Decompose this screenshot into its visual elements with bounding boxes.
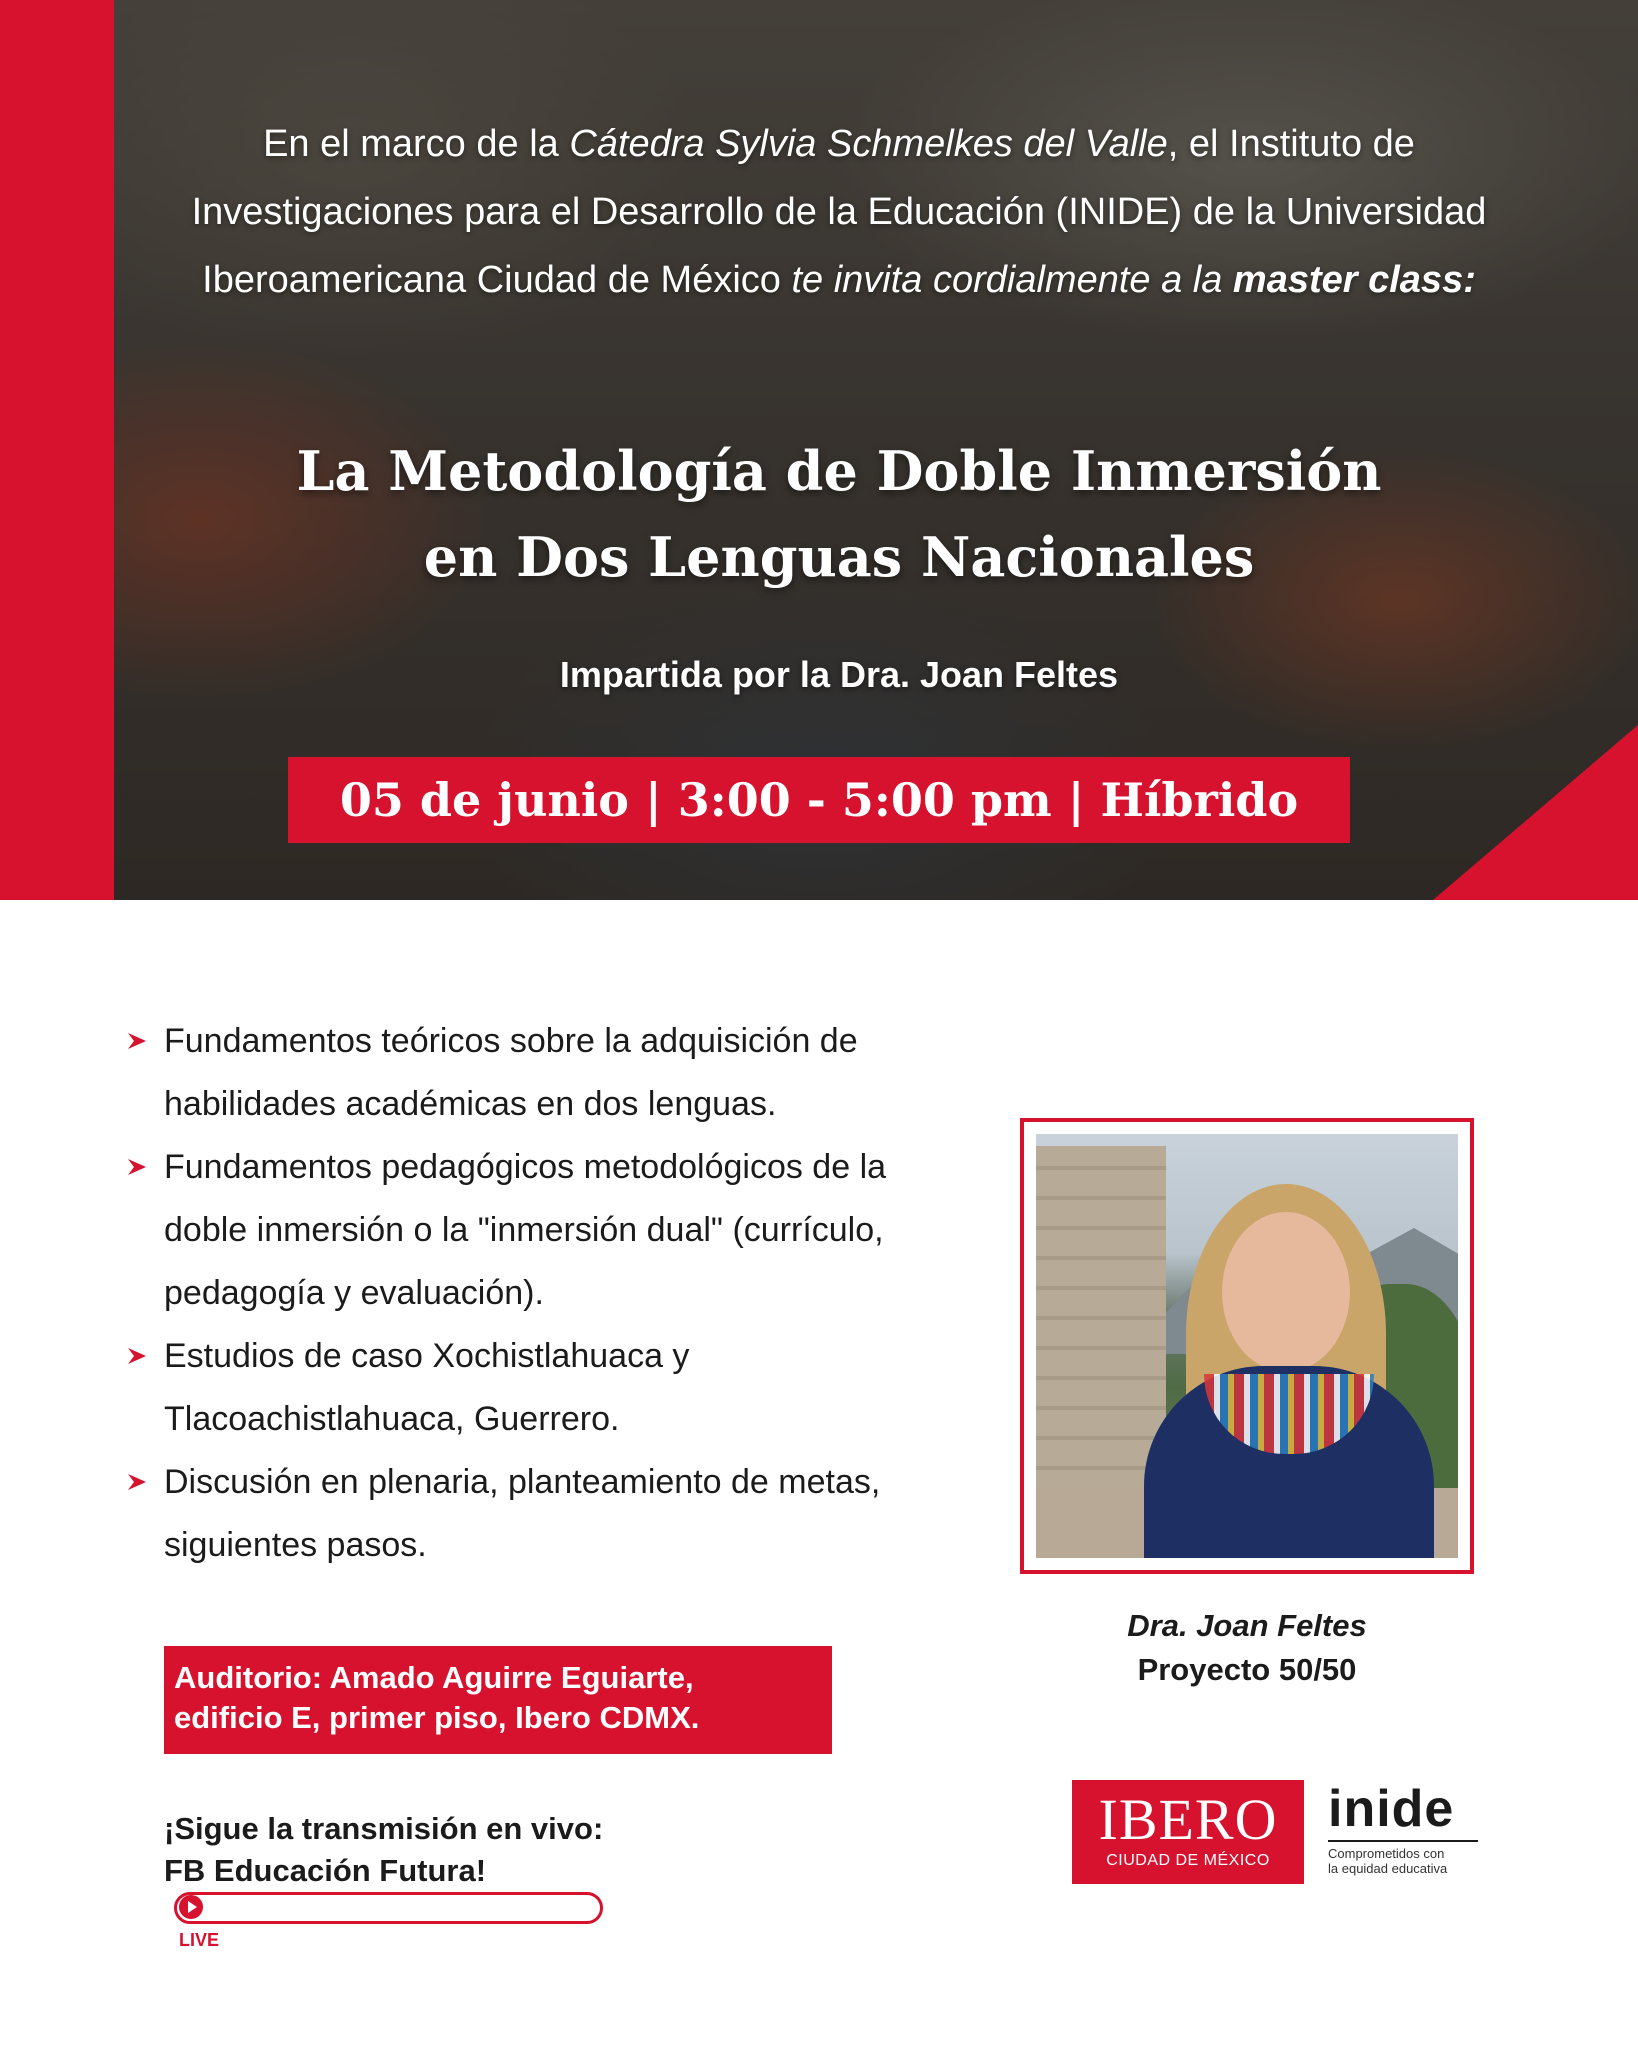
speaker-project: Proyecto 50/50 [1137, 1652, 1357, 1687]
speaker-name: Dra. Joan Feltes [1127, 1608, 1367, 1643]
topic-item: Discusión en plenaria, planteamiento de metas, siguientes pasos. [126, 1451, 956, 1577]
date-time-bar: 05 de junio | 3:00 - 5:00 pm | Híbrido [288, 757, 1350, 843]
red-side-strip [0, 0, 114, 900]
event-title-line-1: La Metodología de Doble Inmersión [296, 439, 1382, 503]
stream-info [164, 1808, 604, 1950]
play-circle-icon [179, 1895, 203, 1919]
venue-line-1: Auditorio: Amado Aguirre Eguiarte, [174, 1660, 694, 1695]
chevron-right-icon [126, 1345, 150, 1367]
topic-item: Fundamentos pedagógicos metodológicos de la doble inmersión o la "inmersión dual" (currículo, pedagogía y evaluación). [126, 1136, 956, 1325]
chevron-right-icon [126, 1030, 150, 1052]
topic-item: Estudios de caso Xochistlahuaca y Tlacoachistlahuaca, Guerrero. [126, 1325, 956, 1451]
venue-box [164, 1646, 832, 1754]
intro-text: En el marco de la Cátedra Sylvia Schmelkes del Valle, el Instituto de Investigaciones para el Desarrollo de la Educación (INIDE) de la Universidad Iberoamericana Ciudad de México te invita cordialmente a la master class: [191, 123, 1487, 301]
speaker-photo [1036, 1134, 1458, 1558]
chevron-right-icon [126, 1156, 150, 1178]
speaker-caption [1020, 1604, 1474, 1692]
chair-name: Cátedra Sylvia Schmelkes del Valle [569, 123, 1168, 165]
presenter-line: Impartida por la Dra. Joan Feltes [559, 654, 1119, 695]
chevron-right-icon [126, 1471, 150, 1493]
speaker-photo-frame [1020, 1118, 1474, 1574]
red-corner-triangle [1433, 725, 1638, 900]
topics-list [126, 1010, 956, 1577]
venue-line-2: edificio E, primer piso, Ibero CDMX. [174, 1700, 700, 1735]
inide-logo: inide Comprometidos con la equidad educativa [1328, 1780, 1478, 1876]
event-title [150, 428, 1528, 600]
stream-line-1: ¡Sigue la transmisión en vivo: [164, 1811, 604, 1846]
topic-item: Fundamentos teóricos sobre la adquisición de habilidades académicas en dos lenguas. [126, 1010, 956, 1136]
stream-line-2: FB Educación Futura! LIVE [164, 1850, 603, 1924]
invite-text: te invita cordialmente a la [791, 259, 1233, 301]
ibero-logo: IBERO CIUDAD DE MÉXICO [1072, 1780, 1304, 1884]
live-badge: LIVE [174, 1892, 603, 1924]
event-title-line-2: en Dos Lenguas Nacionales [423, 525, 1255, 589]
masterclass-label: master class: [1232, 259, 1476, 301]
hero-banner [0, 0, 1638, 900]
